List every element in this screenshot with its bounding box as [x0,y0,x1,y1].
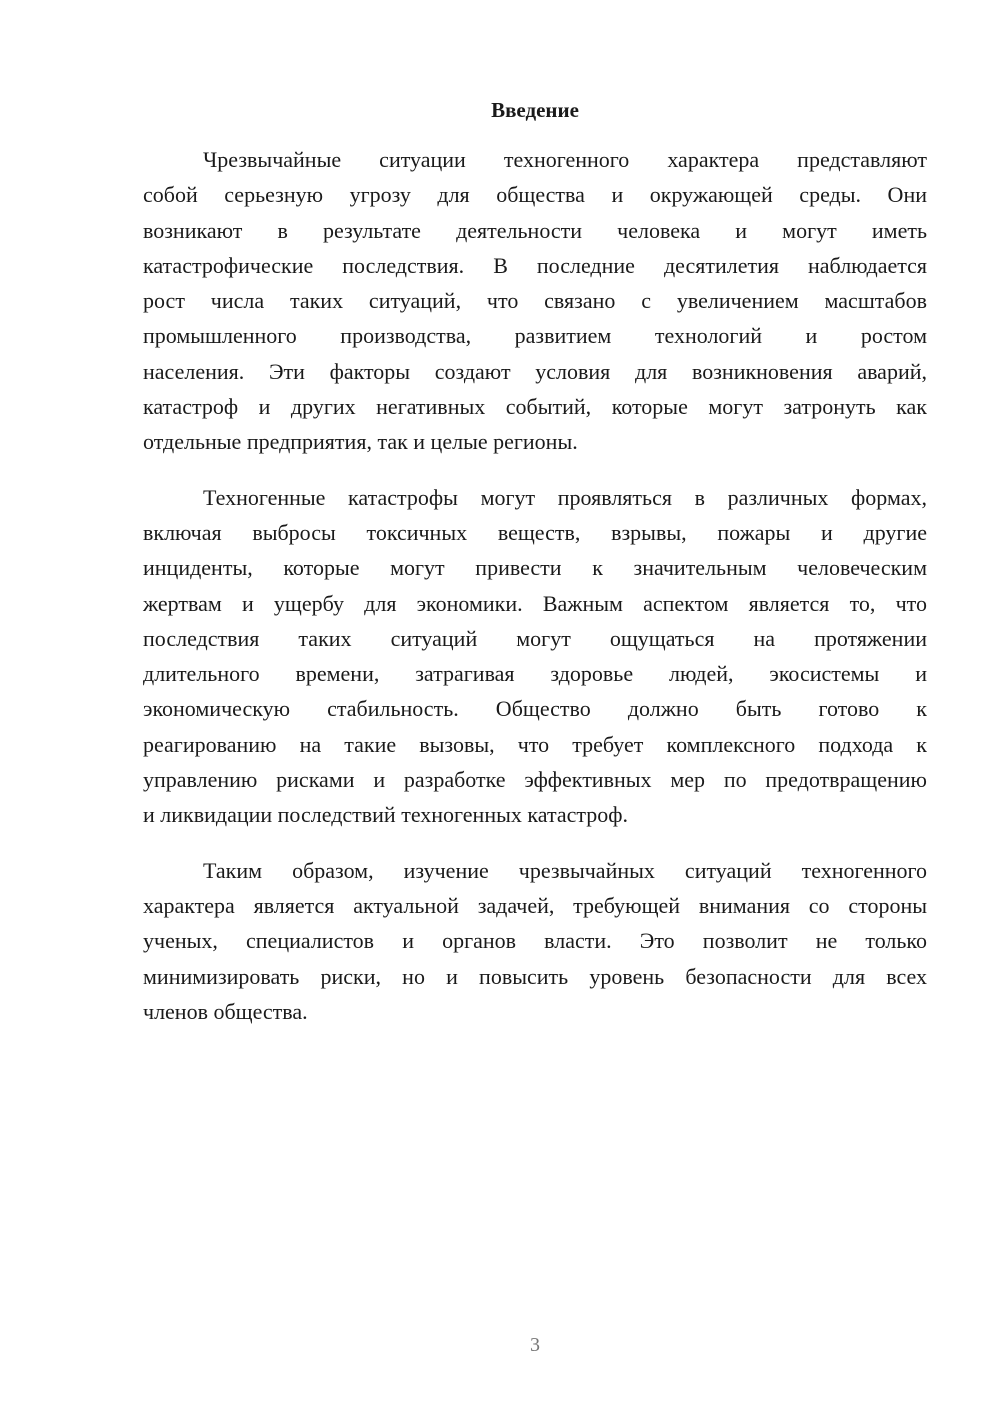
text-line: экономическую стабильность. Общество должно быть готово к [143,696,927,722]
text-line: возникают в результате деятельности человека и могут иметь [143,217,927,243]
text-line: Чрезвычайные ситуации техногенного характера представляют [203,147,927,172]
paragraph [143,480,927,833]
text-line: и ликвидации последствий техногенных катастроф. [143,802,628,828]
text-line: промышленного производства, развитием технологий и ростом [143,323,927,349]
paragraph [143,853,927,1029]
text-line: ученых, специалистов и органов власти. Это позволит не только [143,928,927,954]
text-line: рост числа таких ситуаций, что связано с увеличением масштабов [143,288,927,314]
text-line: характера является актуальной задачей, требующей внимания со стороны [143,892,927,918]
text-line: отдельные предприятия, так и целые регионы. [143,429,578,455]
text-line: Техногенные катастрофы могут проявляться в различных формах, [203,484,927,510]
text-line: катастроф и других негативных событий, которые могут затронуть как [143,394,927,420]
text-line: населения. Эти факторы создают условия для возникновения аварий, [143,358,927,384]
text-line: реагированию на такие вызовы, что требует комплексного подхода к [143,731,927,757]
text-line: собой серьезную угрозу для общества и окружающей среды. Они [143,182,927,208]
text-line: членов общества. [143,998,308,1024]
text-line: последствия таких ситуаций могут ощущаться на протяжении [143,625,927,651]
text-line: Таким образом, изучение чрезвычайных ситуаций техногенного [203,857,927,883]
page-title: Введение [491,98,579,122]
text-line: минимизировать риски, но и повысить уровень безопасности для всех [143,963,927,989]
text-line: инциденты, которые могут привести к значительным человеческим [143,555,927,581]
text-line: длительного времени, затрагивая здоровье людей, экосистемы и [143,661,927,687]
text-line: катастрофические последствия. В последние десятилетия наблюдается [143,252,927,278]
text-line: управлению рисками и разработке эффективных мер по предотвращению [143,767,927,793]
text-line: включая выбросы токсичных веществ, взрывы, пожары и другие [143,519,927,545]
text-line: жертвам и ущербу для экономики. Важным аспектом является то, что [143,590,927,616]
paragraph [143,142,927,460]
page-number: 3 [530,1334,540,1356]
document-body [143,142,927,1049]
